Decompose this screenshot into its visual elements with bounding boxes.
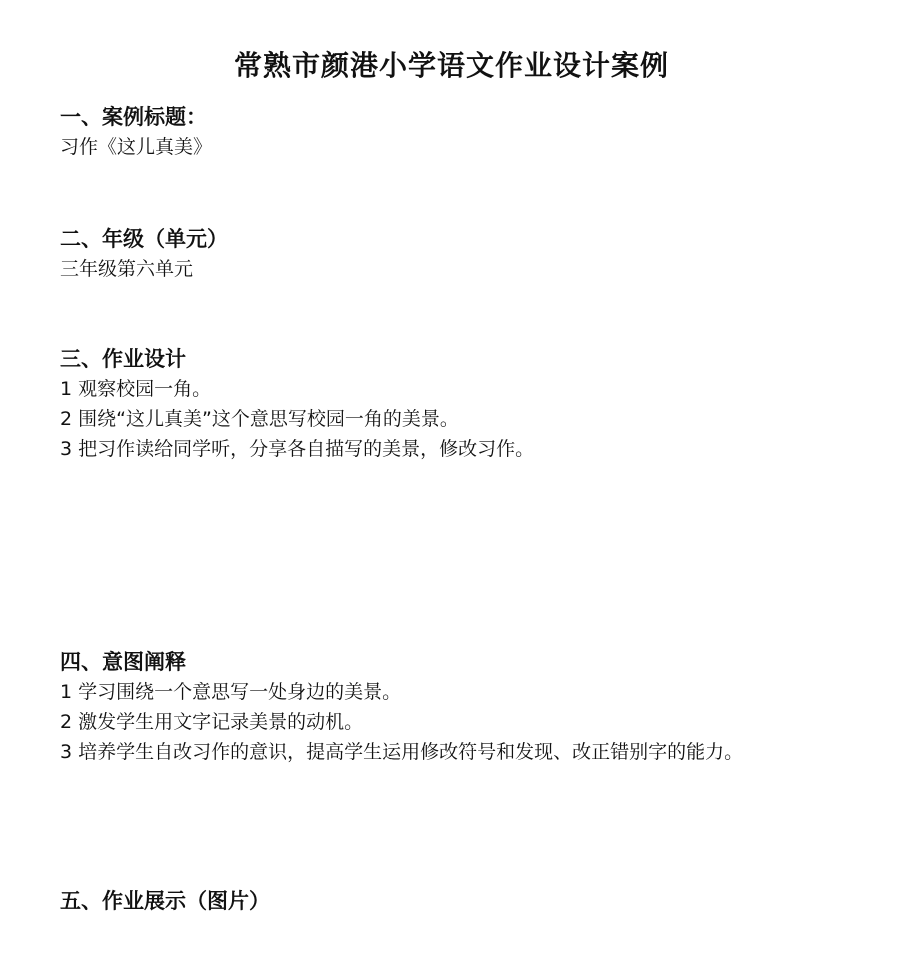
section-line: 3 培养学生自改习作的意识，提高学生运用修改符号和发现、改正错别字的能力。 <box>60 741 744 763</box>
section-heading: 四、意图阐释 <box>60 650 186 674</box>
section-heading: 三、作业设计 <box>60 347 186 371</box>
section-line: 2 围绕“这儿真美”这个意思写校园一角的美景。 <box>60 408 459 430</box>
document-title: 常熟市颜港小学语文作业设计案例 <box>233 49 669 82</box>
section-homework-design <box>60 344 880 464</box>
section-heading: 一、案例标题： <box>60 105 207 129</box>
section-homework-showcase <box>60 886 880 916</box>
section-grade-unit <box>60 224 880 284</box>
section-line: 2 激发学生用文字记录美景的动机。 <box>60 711 364 733</box>
section-case-title <box>60 102 880 162</box>
section-line: 习作《这儿真美》 <box>60 136 213 158</box>
section-line: 1 观察校园一角。 <box>60 378 212 400</box>
section-heading: 五、作业展示（图片） <box>60 889 270 913</box>
section-line: 三年级第六单元 <box>60 258 194 280</box>
section-intent-explanation <box>60 647 880 767</box>
section-line: 1 学习围绕一个意思写一处身边的美景。 <box>60 681 402 703</box>
section-line: 3 把习作读给同学听，分享各自描写的美景，修改习作。 <box>60 438 535 460</box>
section-heading: 二、年级（单元） <box>60 227 228 251</box>
